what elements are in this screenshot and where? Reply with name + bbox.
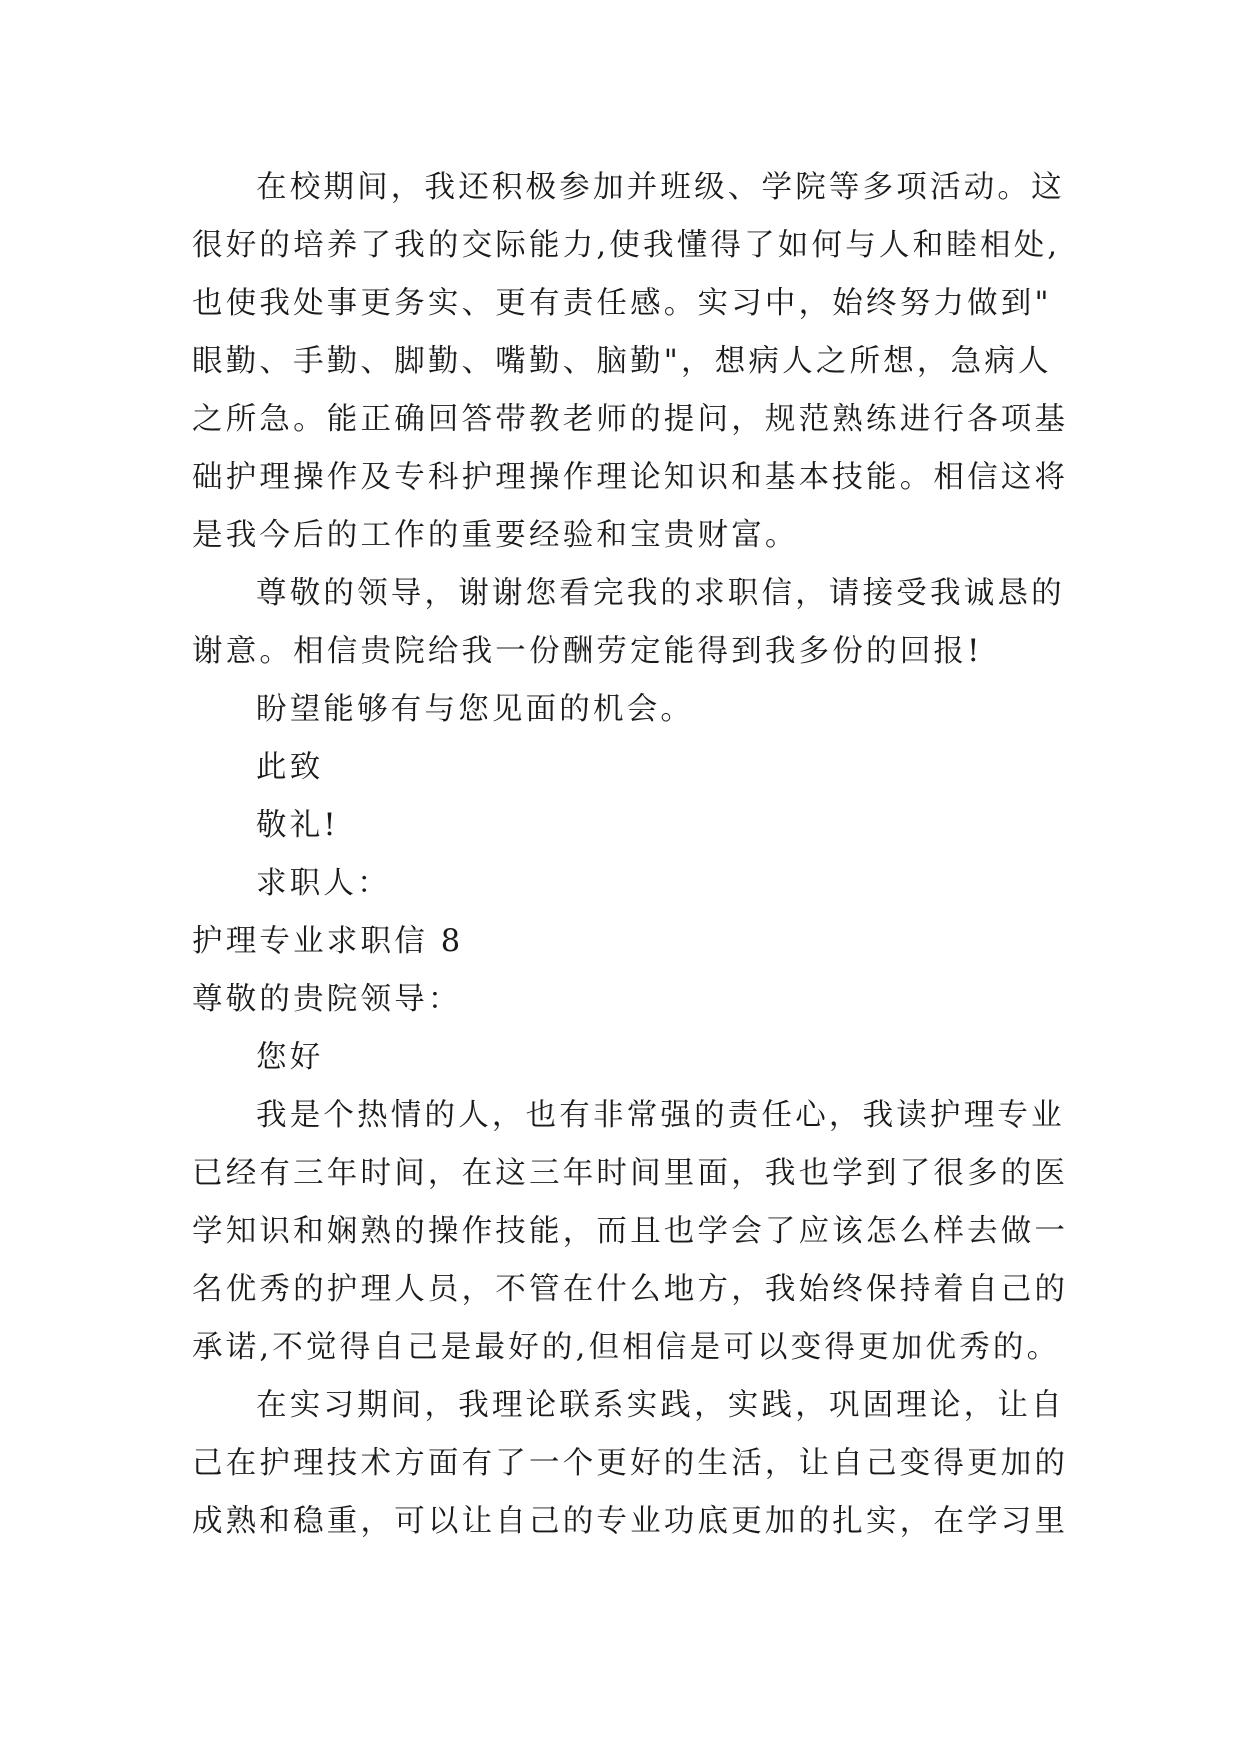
document-body (192, 159, 1092, 1551)
text-line: 在实习期间，我理论联系实践，实践，巩固理论，让自 (256, 1388, 1065, 1423)
text-line: 础护理操作及专科护理操作理论知识和基本技能。相信这将 (192, 460, 1069, 495)
text-line: 己在护理技术方面有了一个更好的生活，让自己变得更加的 (192, 1446, 1069, 1481)
section-title: 护理专业求职信 8 (192, 924, 464, 959)
text-line: 盼望能够有与您见面的机会。 (256, 692, 695, 727)
text-line: 成熟和稳重，可以让自己的专业功底更加的扎实，在学习里 (192, 1504, 1069, 1539)
closing-line: 敬礼! (256, 808, 339, 843)
signature-line: 求职人： (256, 866, 391, 901)
text-line: 在校期间，我还积极参加并班级、学院等多项活动。这 (256, 170, 1065, 205)
text-line: 名优秀的护理人员，不管在什么地方，我始终保持着自己的 (192, 1272, 1069, 1307)
text-line: 是我今后的工作的重要经验和宝贵财富。 (192, 518, 799, 553)
text-line: 尊敬的领导，谢谢您看完我的求职信，请接受我诚恳的 (256, 576, 1065, 611)
text-line: 眼勤、手勤、脚勤、嘴勤、脑勤"，想病人之所想，急病人 (192, 344, 1052, 379)
text-line: 也使我处事更务实、更有责任感。实习中，始终努力做到" (192, 286, 1052, 321)
text-line: 承诺,不觉得自己是最好的,但相信是可以变得更加优秀的。 (192, 1330, 1061, 1365)
text-line: 已经有三年时间，在这三年时间里面，我也学到了很多的医 (192, 1156, 1069, 1191)
text-line: 学知识和娴熟的操作技能，而且也学会了应该怎么样去做一 (192, 1214, 1069, 1249)
text-line: 之所急。能正确回答带教老师的提问，规范熟练进行各项基 (192, 402, 1069, 437)
text-line: 我是个热情的人，也有非常强的责任心，我读护理专业 (256, 1098, 1065, 1133)
text-line: 很好的培养了我的交际能力,使我懂得了如何与人和睦相处, (192, 228, 1061, 263)
text-line: 谢意。相信贵院给我一份酬劳定能得到我多份的回报! (192, 634, 983, 669)
closing-line: 此致 (256, 750, 324, 785)
greeting-line: 您好 (256, 1040, 324, 1075)
salutation-line: 尊敬的贵院领导： (192, 982, 462, 1017)
